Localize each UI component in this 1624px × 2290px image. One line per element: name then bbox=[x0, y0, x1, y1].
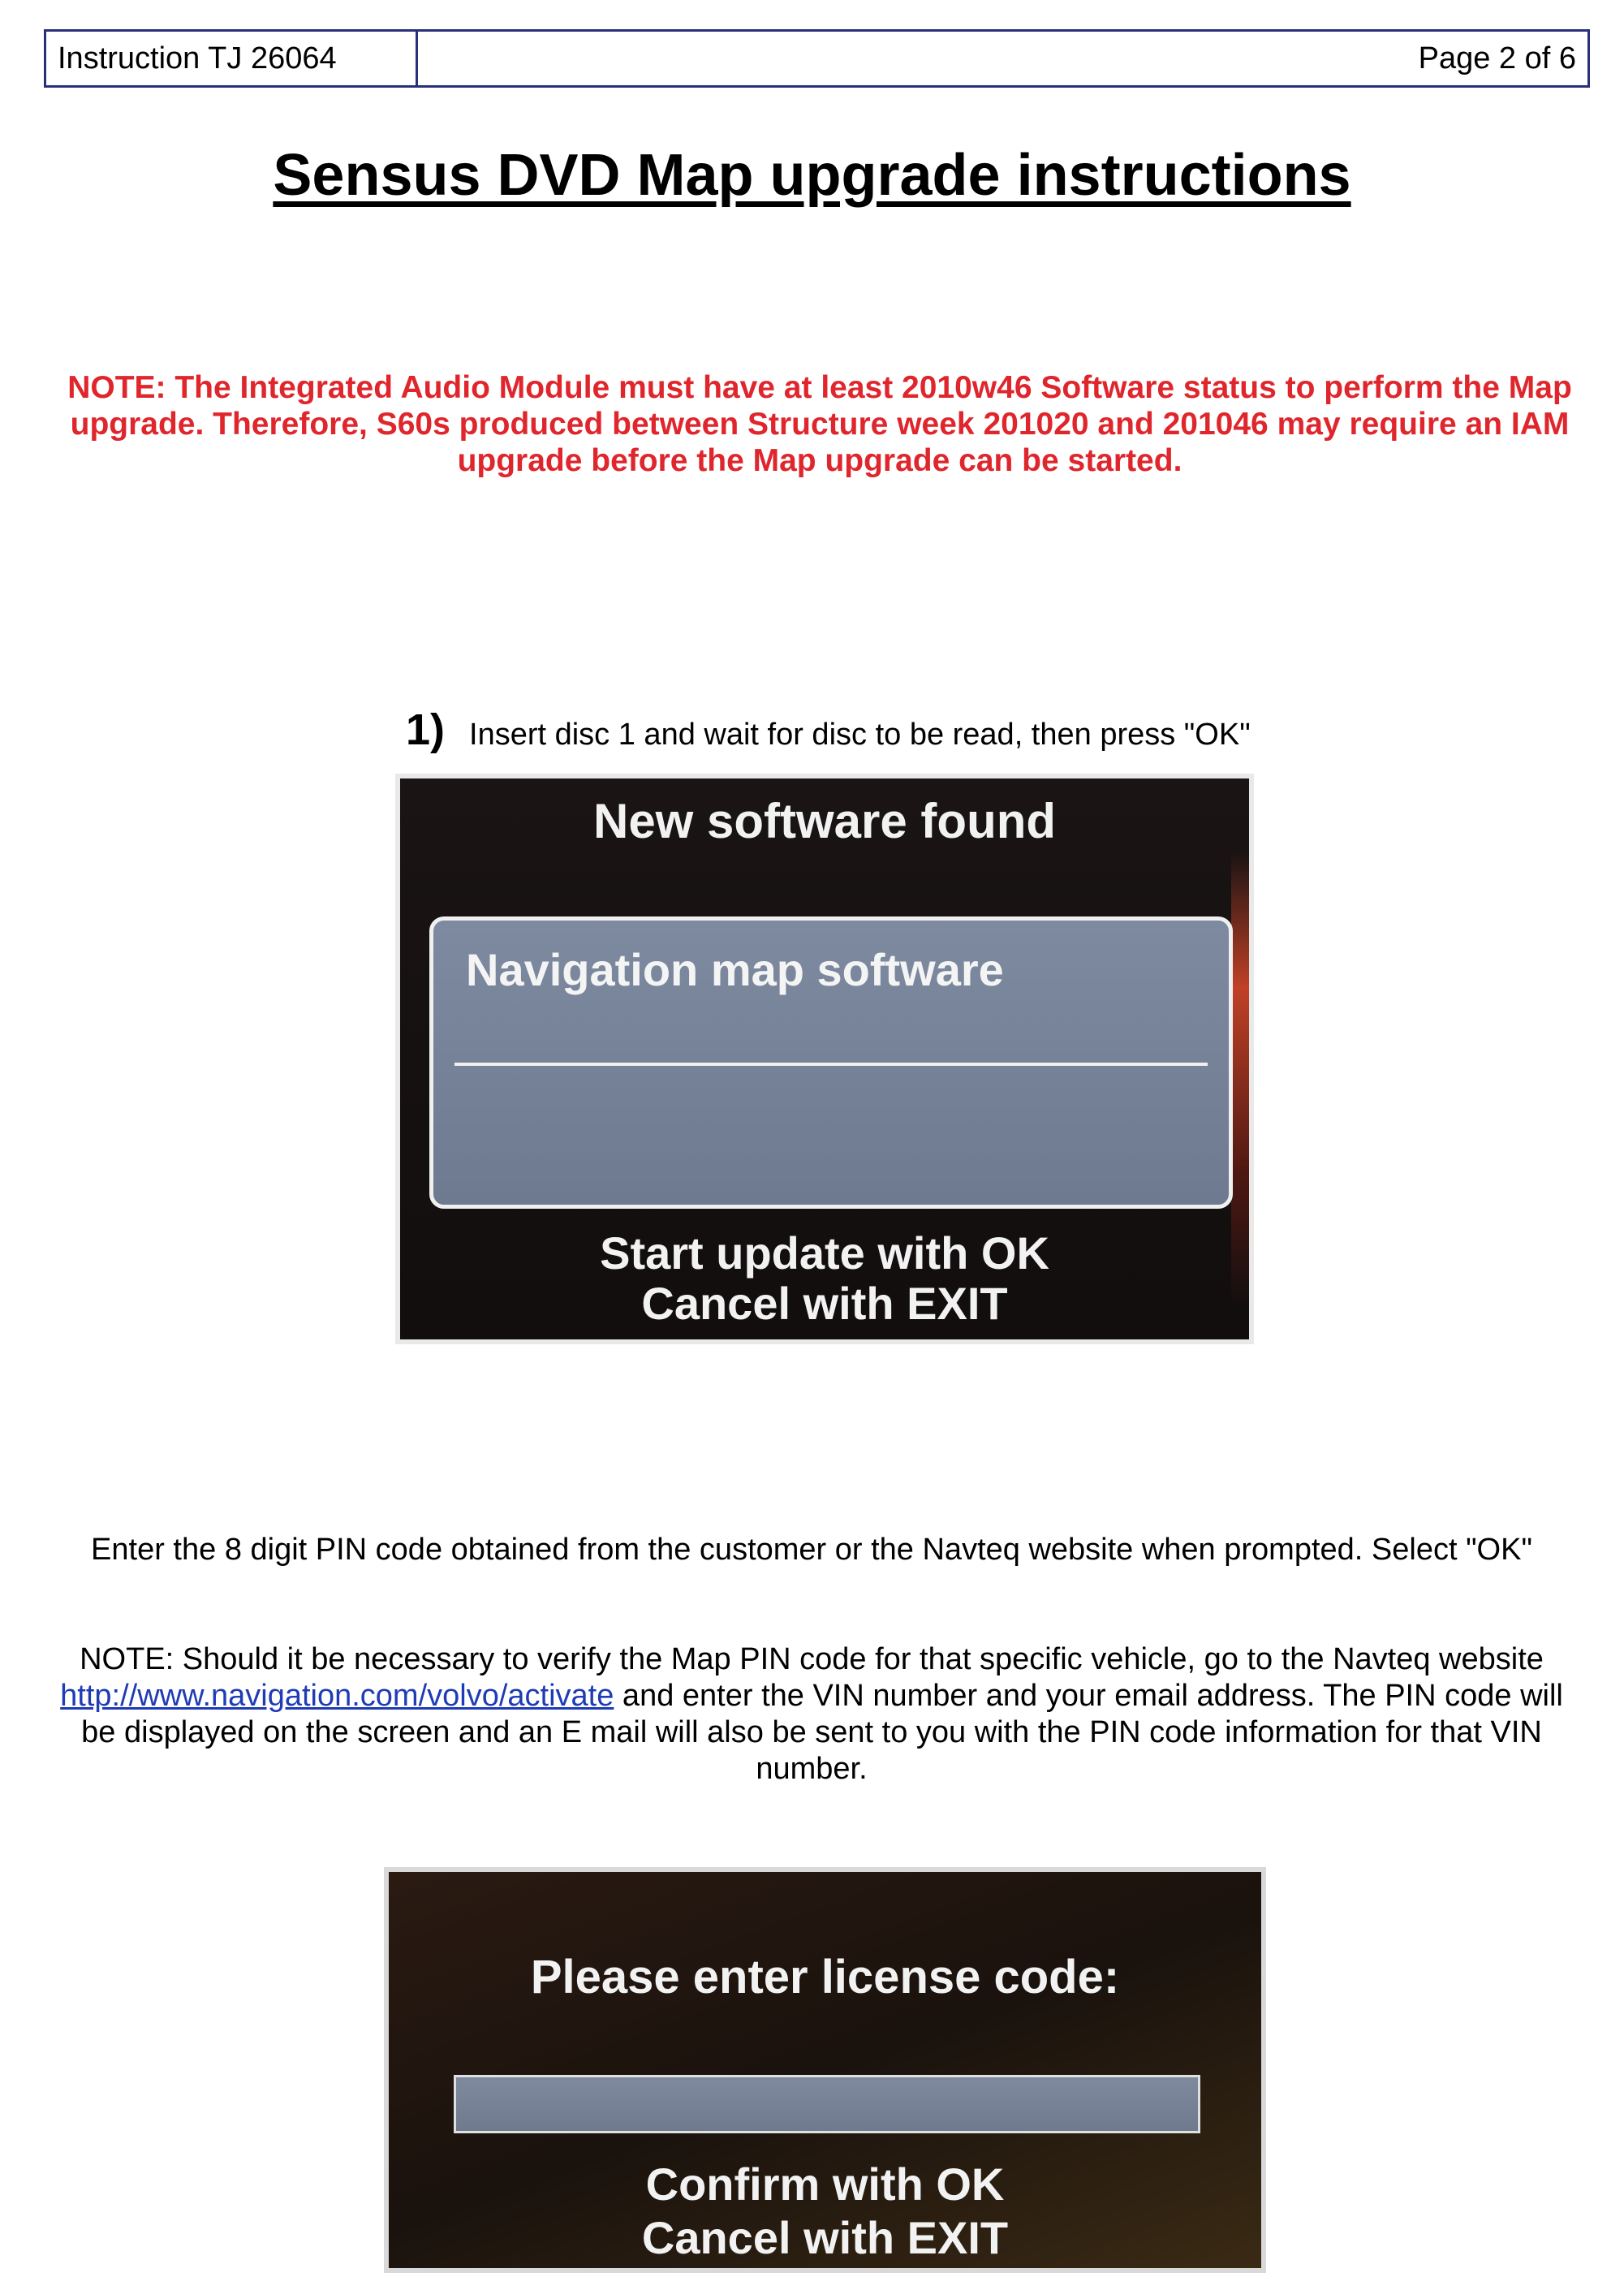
license-code-field bbox=[454, 2075, 1200, 2133]
panel-divider bbox=[454, 1063, 1208, 1066]
header-divider bbox=[416, 32, 418, 85]
step-1 bbox=[406, 705, 1380, 755]
page-header bbox=[44, 29, 1590, 88]
note-lead: NOTE: Should it be necessary to verify the Map PIN code for that specific vehicle, go to the Navteq website bbox=[80, 1642, 1544, 1676]
new-software-screenshot bbox=[395, 774, 1254, 1344]
confirm-instruction: Confirm with OK bbox=[645, 2158, 1005, 2210]
software-panel bbox=[429, 916, 1233, 1209]
cancel-instruction: Cancel with EXIT bbox=[641, 2212, 1009, 2263]
cancel-instruction: Cancel with EXIT bbox=[641, 1278, 1008, 1329]
start-update-instruction: Start update with OK bbox=[600, 1227, 1049, 1279]
page-number: Page 2 of 6 bbox=[1418, 41, 1576, 75]
iam-note: NOTE: The Integrated Audio Module must have at least 2010w46 Software status to perform the Map upgrade. Therefore, S60s produced between Structure week 201020 and 201046 may require an IAM upgrade before the Map upgrade can be started. bbox=[67, 370, 1572, 478]
screen-title: Please enter license code: bbox=[530, 1951, 1120, 2003]
step-text: Insert disc 1 and wait for disc to be read, then press "OK" bbox=[469, 718, 1251, 752]
screen-title: New software found bbox=[592, 794, 1057, 848]
pin-verify-note bbox=[49, 1641, 1574, 1788]
navteq-activate-link[interactable]: http://www.navigation.com/volvo/activate bbox=[60, 1679, 614, 1713]
page-title: Sensus DVD Map upgrade instructions bbox=[273, 143, 1351, 208]
step-number: 1) bbox=[406, 705, 446, 754]
note-rest: and enter the VIN number and your email address. The PIN code will be displayed on the screen and an E mail will also be sent to you with the PIN code information for that VIN number. bbox=[81, 1679, 1563, 1786]
instruction-id: Instruction TJ 26064 bbox=[58, 41, 337, 75]
software-item: Navigation map software bbox=[466, 944, 1004, 995]
license-code-screenshot bbox=[384, 1867, 1266, 2273]
pin-instruction: Enter the 8 digit PIN code obtained from the customer or the Navteq website when prompted. Select "OK" bbox=[91, 1533, 1532, 1567]
